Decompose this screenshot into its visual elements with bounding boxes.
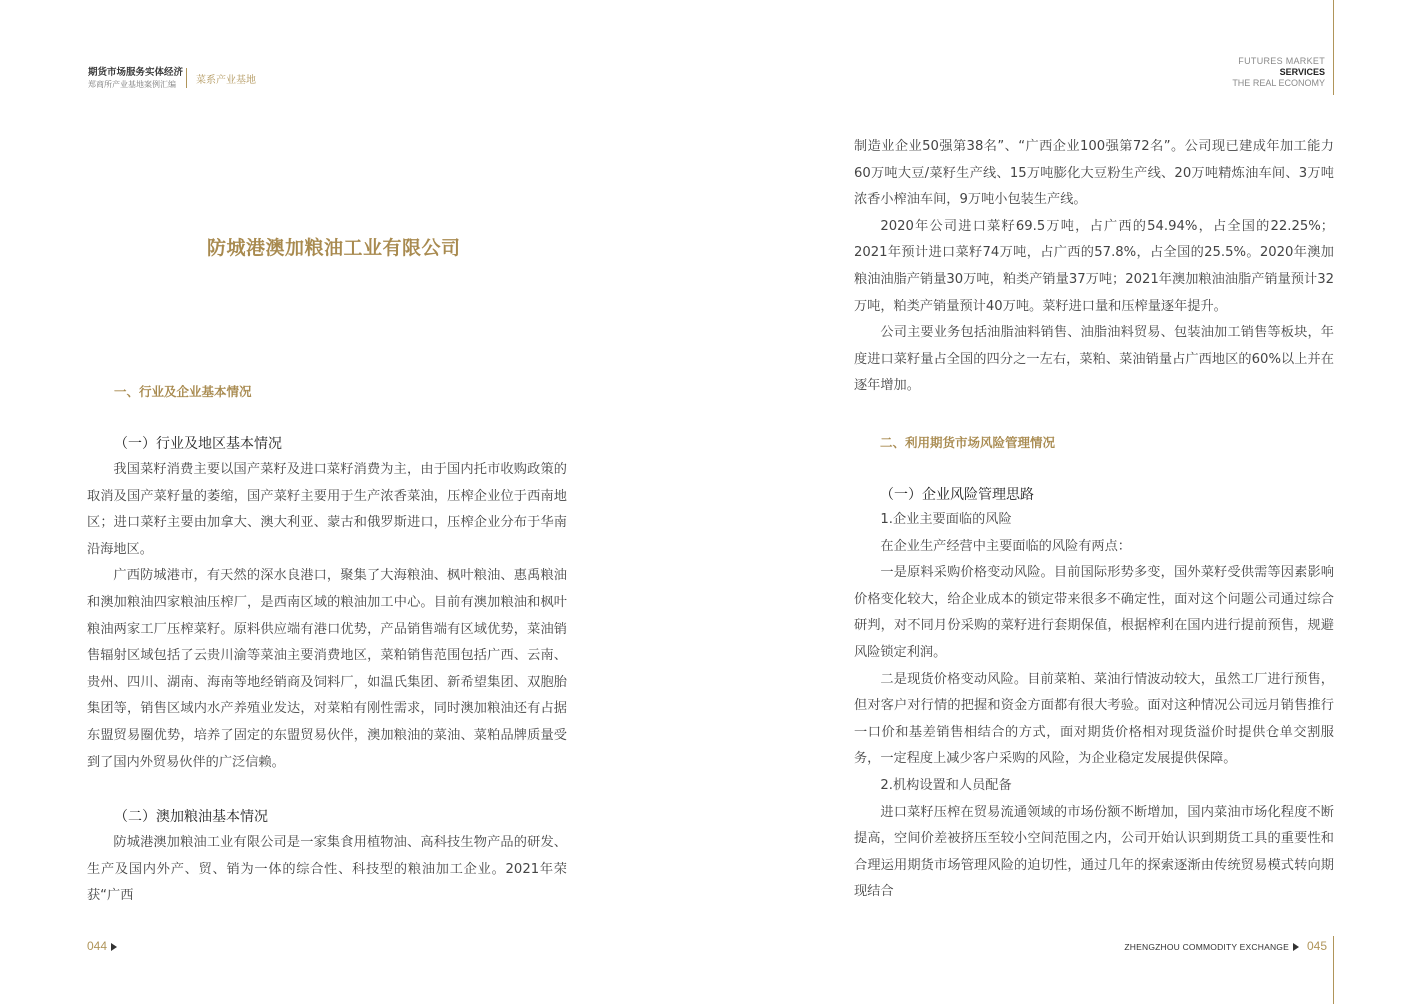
paragraph: 2020年公司进口菜籽69.5万吨，占广西的54.94%，占全国的22.25%；2021年预计进口菜籽74万吨，占广西的57.8%，占全国的25.5%。2020年澳加粮油油脂产销量30万吨，粕类产销量37万吨；2021年澳加粮油油脂产销量预计32万吨，粕类产销量预计40万吨。菜籽进口量和压榨量逐年提升。 — [854, 218, 1334, 314]
section-tag: 菜系产业基地 — [196, 75, 256, 86]
subsection-heading-2: （二）澳加粮油基本情况 — [114, 809, 268, 825]
right-body-1 — [854, 134, 1334, 400]
right-body-2 — [854, 507, 1334, 906]
paragraph: 广西防城港市，有天然的深水良港口，聚集了大海粮油、枫叶粮油、惠禹粮油和澳加粮油四家粮油压榨厂，是西南区域的粮油加工中心。目前有澳加粮油和枫叶粮油两家工厂压榨菜籽。原料供应端有港口优势，产品销售端有区域优势，菜油销售辐射区域包括了云贵川渝等菜油主要消费地区，菜粕销售范围包括广西、云南、贵州、四川、湖南、海南等地经销商及饲料厂，如温氏集团、新希望集团、双胞胎集团等，销售区域内水产养殖业发达，对菜粕有刚性需求，同时澳加粮油还有占据东盟贸易圈优势，培养了固定的东盟贸易伙伴，澳加粮油的菜油、菜粕品牌质量受到了国内外贸易伙伴的广泛信赖。 — [87, 568, 567, 770]
header-left — [88, 66, 183, 90]
header-right-line2: SERVICES — [1279, 67, 1325, 77]
left-body-1 — [87, 457, 567, 776]
paragraph: 在企业生产经营中主要面临的风险有两点： — [880, 538, 1131, 554]
book-title: 期货市场服务实体经济 — [88, 67, 184, 78]
footer-right — [1124, 939, 1327, 953]
paragraph: 进口菜籽压榨在贸易流通领域的市场份额不断增加，国内菜油市场化程度不断提高，空间价差被挤压至较小空间范围之内，公司开始认识到期货工具的重要性和合理运用期货市场管理风险的迫切性，通过几年的探索逐渐由传统贸易模式转向期现结合 — [854, 804, 1334, 900]
paragraph: 一是原料采购价格变动风险。目前国际形势多变，国外菜籽受供需等因素影响价格变化较大，给企业成本的锁定带来很多不确定性，面对这个问题公司通过综合研判，对不同月份采购的菜籽进行套期保值，根据榨利在国内进行提前预售，规避风险锁定利润。 — [854, 565, 1334, 660]
section-heading-2: 二、利用期货市场风险管理情况 — [880, 435, 1056, 450]
paragraph: 公司主要业务包括油脂油料销售、油脂油料贸易、包装油加工销售等板块，年度进口菜籽量占全国的四分之一左右，菜粕、菜油销量占广西地区的60%以上并在逐年增加。 — [854, 325, 1334, 394]
company-title: 防城港澳加粮油工业有限公司 — [207, 237, 461, 259]
page-number-right: 045 — [1306, 939, 1327, 953]
right-margin-line-bottom — [1333, 936, 1334, 1004]
header-right-line1: FUTURES MARKET — [1238, 56, 1325, 66]
subsection-heading-1: （一）行业及地区基本情况 — [114, 436, 282, 452]
paragraph: 制造业企业50强第38名”、“广西企业100强第72名”。公司现已建成年加工能力60万吨大豆/菜籽生产线、15万吨膨化大豆粉生产线、20万吨精炼油车间、3万吨浓香小榨油车间，9万吨小包装生产线。 — [854, 139, 1334, 208]
item-heading-2: 2.机构设置和人员配备 — [880, 777, 1012, 793]
section-heading-1: 一、行业及企业基本情况 — [114, 384, 252, 399]
header-divider — [186, 68, 187, 88]
header-right — [1232, 56, 1325, 89]
paragraph: 二是现货价格变动风险。目前菜粕、菜油行情波动较大，虽然工厂进行预售，但对客户对行情的把握和资金方面都有很大考验。面对这种情况公司远月销售推行一口价和基差销售相结合的方式，面对期货价格相对现货溢价时提供仓单交割服务，一定程度上减少客户采购的风险，为企业稳定发展提供保障。 — [854, 671, 1334, 767]
book-subtitle: 郑商所产业基地案例汇编 — [88, 80, 176, 89]
footer-organization: ZHENGZHOU COMMODITY EXCHANGE — [1124, 942, 1289, 952]
item-heading-1: 1.企业主要面临的风险 — [880, 512, 1012, 527]
footer-left — [87, 939, 117, 953]
triangle-right-icon — [1293, 943, 1299, 951]
subsection-heading-3: （一）企业风险管理思路 — [880, 487, 1034, 503]
paragraph: 我国菜籽消费主要以国产菜籽及进口菜籽消费为主，由于国内托市收购政策的取消及国产菜籽量的萎缩，国产菜籽主要用于生产浓香菜油，压榨企业位于西南地区；进口菜籽主要由加拿大、澳大利亚、蒙古和俄罗斯进口，压榨企业分布于华南沿海地区。 — [87, 462, 567, 557]
header-right-line3: THE REAL ECONOMY — [1232, 78, 1325, 88]
triangle-right-icon — [111, 943, 117, 951]
paragraph: 防城港澳加粮油工业有限公司是一家集食用植物油、高科技生物产品的研发、生产及国内外产、贸、销为一体的综合性、科技型的粮油加工企业。2021年荣获“广西 — [87, 835, 567, 904]
right-margin-line-top — [1333, 0, 1334, 95]
left-body-2 — [87, 830, 567, 910]
page-number-left: 044 — [87, 939, 108, 953]
